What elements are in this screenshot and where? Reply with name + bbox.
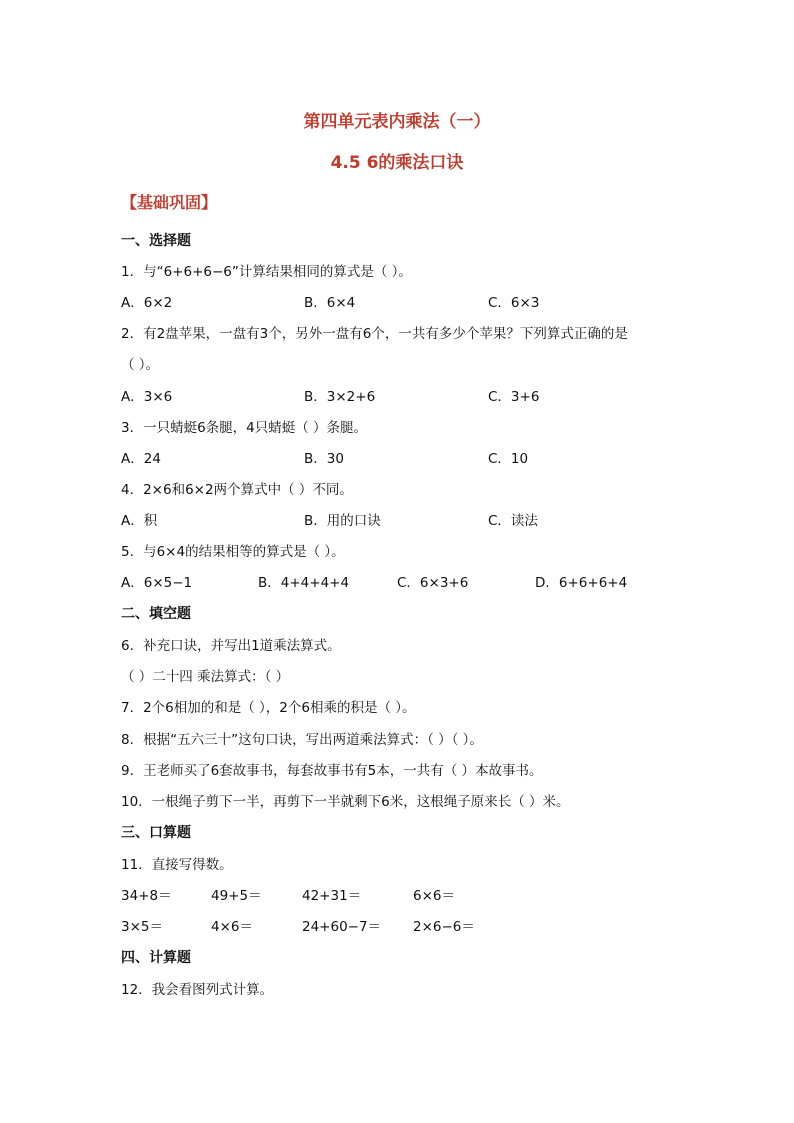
page-title: 第四单元表内乘法（一） [303,112,491,132]
question-3: 3．一只蜻蜓6条腿，4只蜻蜓（ ）条腿。 [121,420,368,436]
question-8: 8．根据“五六三十”这句口诀，写出两道乘法算式：（ ）（ ）。 [121,732,483,748]
question-2-blank: （ ）。 [121,357,160,373]
option-c: C．读法 [488,513,538,529]
option-a: A．积 [121,513,158,529]
question-12: 12．我会看图列式计算。 [121,982,274,998]
mental-item: 6×6＝ [413,888,455,904]
question-1: 1．与“6+6+6−6”计算结果相同的算式是（ ）。 [121,264,412,280]
basic-consolidation-label: 【基础巩固】 [121,193,218,212]
mental-item: 34+8＝ [121,888,172,904]
option-c: C．6×3 [488,295,540,311]
mental-item: 24+60−7＝ [302,919,382,935]
option-b: B．3×2+6 [304,389,376,405]
mental-item: 4×6＝ [211,919,253,935]
option-d: D．6+6+6+4 [535,575,628,591]
section-fill-heading: 二、填空题 [121,606,191,622]
question-6-blank: （ ）二十四 乘法算式：（ ） [121,669,290,685]
mental-item: 42+31＝ [302,888,362,904]
option-c: C．10 [488,451,529,467]
section-choice-heading: 一、选择题 [121,233,191,249]
option-b: B．30 [304,451,344,467]
option-a: A．6×2 [121,295,173,311]
question-10: 10．一根绳子剪下一半，再剪下一半就剩下6米，这根绳子原来长（ ）米。 [121,794,570,810]
question-4: 4．2×6和6×2两个算式中（ ）不同。 [121,482,353,498]
section-calc-heading: 四、计算题 [121,950,191,966]
question-11: 11．直接写得数。 [121,857,233,873]
question-7: 7．2个6相加的和是（ ），2个6相乘的积是（ ）。 [121,700,416,716]
option-a: A．3×6 [121,389,173,405]
question-2: 2．有2盘苹果，一盘有3个，另外一盘有6个，一共有多少个苹果？下列算式正确的是 [121,326,628,342]
question-9: 9．王老师买了6套故事书，每套故事书有5本，一共有（ ）本故事书。 [121,763,543,779]
section-mental-heading: 三、口算题 [121,825,191,841]
mental-item: 2×6−6＝ [413,919,475,935]
question-5: 5．与6×4的结果相等的算式是（ ）。 [121,544,345,560]
option-a: A．6×5−1 [121,575,193,591]
page-subtitle: 4.5 6的乘法口诀 [330,153,464,173]
option-b: B．6×4 [304,295,356,311]
mental-item: 49+5＝ [211,888,262,904]
mental-item: 3×5＝ [121,919,163,935]
option-b: B．用的口诀 [304,513,381,529]
question-6: 6．补充口诀，并写出1道乘法算式。 [121,638,341,654]
option-c: C．6×3+6 [397,575,469,591]
option-c: C．3+6 [488,389,540,405]
option-b: B．4+4+4+4 [258,575,350,591]
option-a: A．24 [121,451,161,467]
